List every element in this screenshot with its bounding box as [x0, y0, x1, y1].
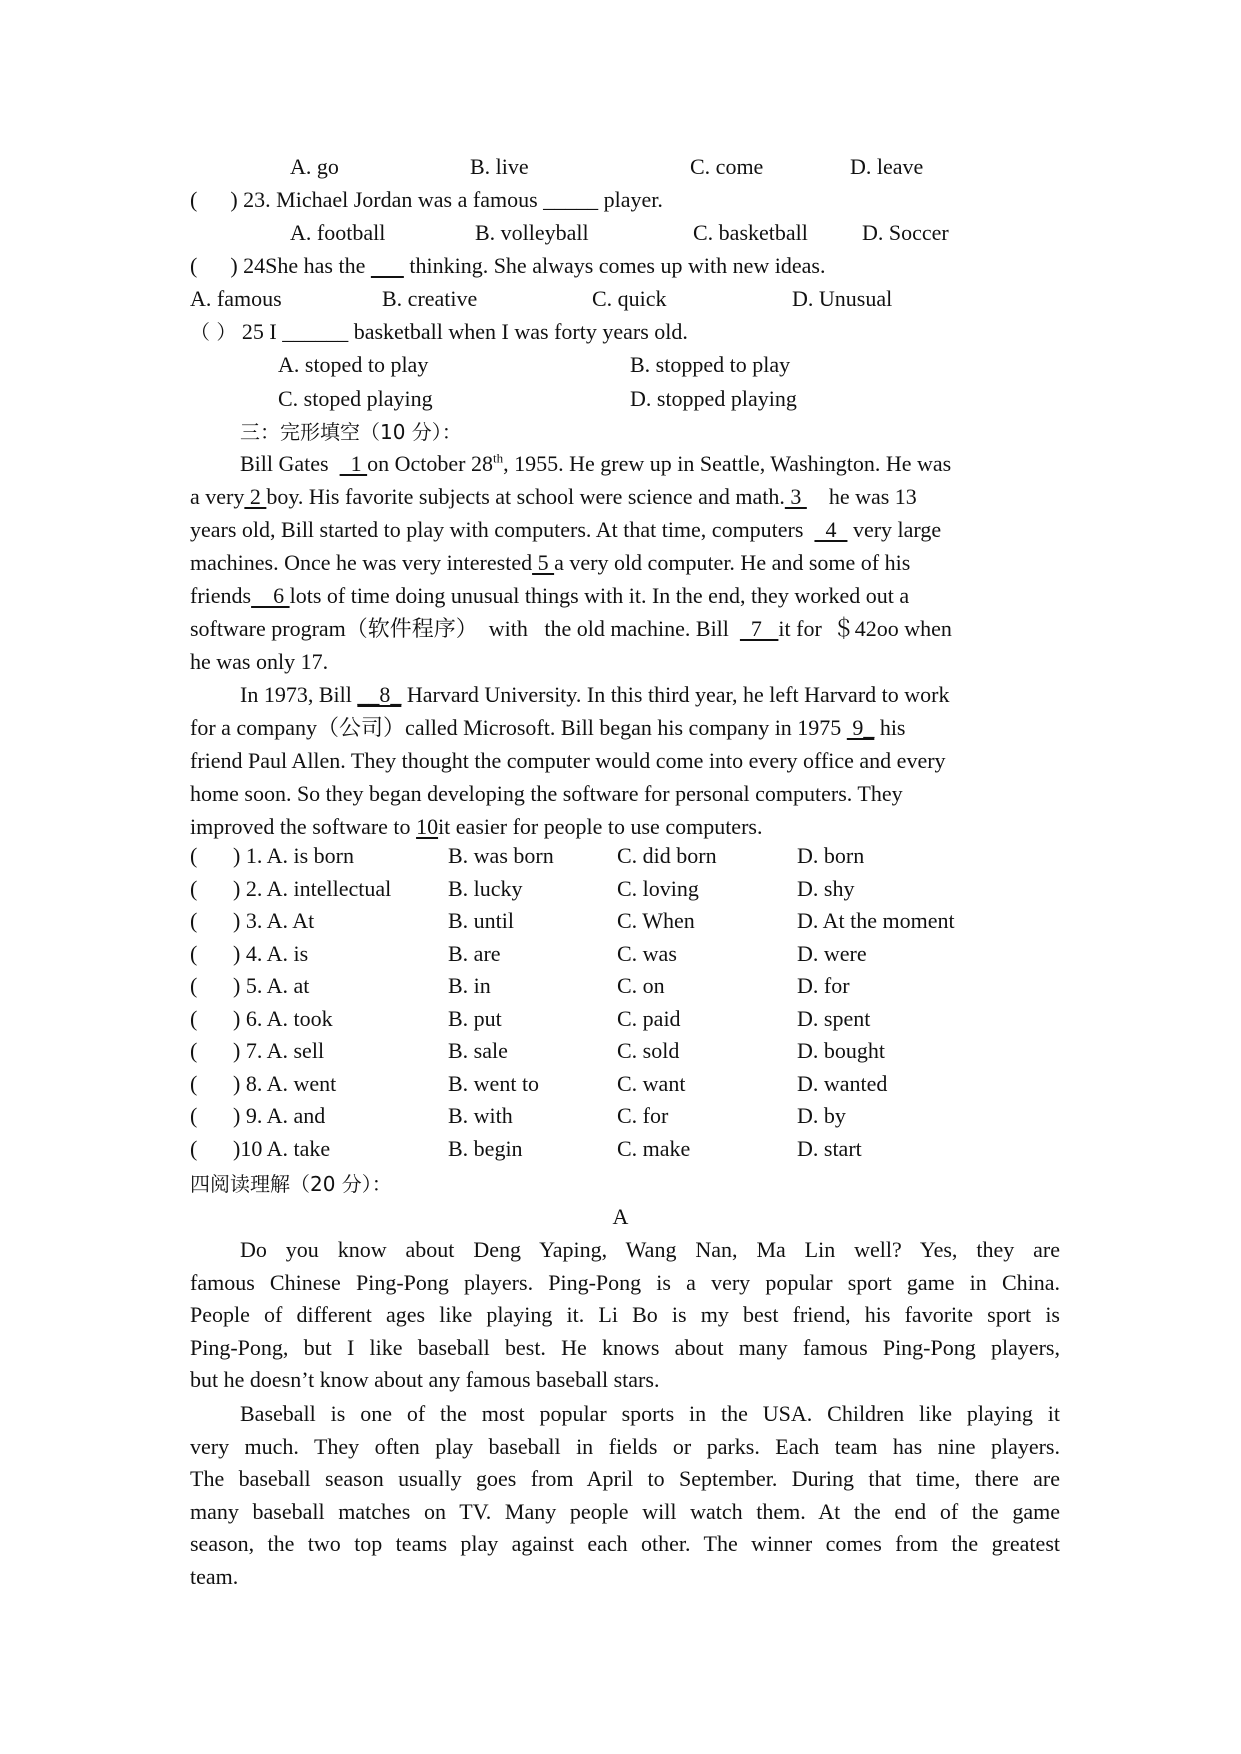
text: a very old computer. He and some of his [554, 550, 911, 575]
question-option-d: D. wanted [797, 1070, 888, 1096]
answer-paren: ( [190, 875, 198, 901]
question-option-c: C. was [617, 940, 677, 966]
answer-paren: ( ) [190, 253, 238, 278]
text: boy. His favorite subjects at school were science and math. [266, 484, 785, 509]
question-option-a: ) 5. A. at [233, 973, 310, 998]
q25-option-a: A. stoped to play [278, 352, 429, 377]
answer-paren: ( [190, 940, 198, 966]
answer-paren: ( [190, 1135, 198, 1161]
reading-line: famous Chinese Ping-Pong players. Ping-Pong is a very popular sport game in China. [190, 1269, 1060, 1295]
text: years old, Bill started to play with computers. At that time, computers [190, 517, 815, 542]
question-option-a: ) 9. A. and [233, 1103, 326, 1128]
text: improved the software to [190, 814, 417, 839]
answer-paren: ( [190, 1038, 198, 1063]
answer-paren: ( [190, 973, 198, 998]
blank-5: 5 [532, 550, 555, 575]
question-option-b: B. put [448, 1005, 502, 1031]
cloze-p2-line1 [240, 681, 949, 709]
question-option-c: C. paid [617, 1005, 681, 1031]
answer-paren: ( [190, 1070, 198, 1096]
q23-option-a: A. football [290, 220, 386, 245]
q23-blank: _____ [543, 187, 599, 212]
q25-option-c: C. stoped playing [278, 386, 433, 411]
question-option-c: C. sold [617, 1038, 680, 1063]
question-option-d: D. shy [797, 875, 855, 901]
blank-1: 1 [339, 451, 368, 476]
question-option-b: B. with [448, 1103, 513, 1128]
question-option-b: B. until [448, 908, 515, 933]
q25-option-d: D. stopped playing [630, 386, 797, 411]
q23-stem: 23. Michael Jordan was a famous [243, 187, 538, 212]
blank-9: 9_ [846, 715, 875, 740]
question-option-b: B. lucky [448, 875, 523, 901]
cloze-p2-line5 [190, 813, 762, 841]
answer-paren: （ ） [190, 320, 237, 344]
q24-blank [371, 253, 404, 278]
q22-option-b: B. live [470, 154, 529, 179]
cloze-p2-line3: friend Paul Allen. They thought the computer would come into every office and every [190, 748, 946, 773]
text: very large [847, 517, 942, 542]
reading-heading: 四阅读理解（20 分）： [190, 1172, 392, 1196]
question-option-b: B. are [448, 940, 501, 966]
q25-blank: ______ [282, 319, 349, 344]
reading-section-title: A [612, 1204, 629, 1229]
text: , 1955. He grew up in Seattle, Washington. He was [503, 451, 952, 476]
text: lots of time doing unusual things with it. In the end, they worked out a [289, 583, 910, 608]
reading-line: Baseball is one of the most popular sports in the USA. Children like playing it [240, 1401, 1060, 1426]
answer-paren: ( [190, 908, 198, 933]
question-option-a: ) 3. A. At [233, 908, 315, 933]
question-option-a: ) 1. A. is born [233, 843, 354, 868]
question-option-b: B. in [448, 973, 491, 998]
question-option-d: D. start [797, 1135, 862, 1161]
question-option-a: ) 4. A. is [233, 940, 309, 966]
cloze-p2-line4: home soon. So they began developing the software for personal computers. They [190, 781, 903, 806]
q22-option-c: C. come [690, 154, 764, 179]
cloze-p1-line7: he was only 17. [190, 649, 329, 674]
q23-option-d: D. Soccer [862, 220, 949, 245]
question-option-c: C. did born [617, 843, 717, 868]
q24-option-c: C. quick [592, 286, 667, 311]
q22-option-d: D. leave [850, 154, 924, 179]
reading-line: People of different ages like playing it. Li Bo is my best friend, his favorite sport is [190, 1302, 1060, 1327]
question-option-d: D. for [797, 973, 850, 998]
superscript: th [492, 450, 504, 466]
question-option-b: B. begin [448, 1135, 523, 1161]
q24-stem: 24She has the [243, 253, 366, 278]
blank-4: 4 [814, 517, 848, 542]
question-option-c: C. loving [617, 875, 699, 901]
question-option-a: ) 2. A. intellectual [233, 875, 392, 901]
answer-paren: ( ) [190, 187, 238, 212]
text: it easier for people to use computers. [438, 814, 763, 839]
text: Bill Gates [240, 451, 340, 476]
q25-option-b: B. stopped to play [630, 352, 791, 377]
reading-line: Ping-Pong, but I like baseball best. He knows about many famous Ping-Pong players, [190, 1334, 1060, 1360]
cloze-p1-line5 [190, 582, 909, 610]
q24-question [190, 252, 825, 280]
text: he was 13 [806, 484, 917, 509]
q24-option-b: B. creative [382, 286, 478, 311]
question-option-d: D. At the moment [797, 908, 955, 933]
q24-option-d: D. Unusual [792, 286, 893, 311]
blank-3: 3 [784, 484, 807, 509]
text: Harvard University. In this third year, he left Harvard to work [401, 682, 950, 707]
q25-tail: basketball when I was forty years old. [353, 319, 688, 344]
question-option-d: D. were [797, 940, 867, 966]
question-option-b: B. went to [448, 1070, 540, 1096]
text: on October 28 [367, 451, 493, 476]
question-option-b: B. sale [448, 1038, 508, 1063]
reading-line: The baseball season usually goes from April to September. During that time, there are [190, 1466, 1060, 1491]
cloze-heading: 三：完形填空（10 分）： [240, 420, 462, 444]
text: for a company（公司）called Microsoft. Bill began his company in 1975 [190, 715, 847, 740]
text: it for ＄42oo when [778, 616, 952, 641]
question-option-d: D. spent [797, 1005, 871, 1031]
cloze-p2-line2 [190, 714, 906, 742]
question-option-c: C. When [617, 908, 695, 933]
reading-line: Do you know about Deng Yaping, Wang Nan, Ma Lin well? Yes, they are [240, 1237, 1060, 1262]
question-option-c: C. make [617, 1135, 691, 1161]
q23-option-b: B. volleyball [475, 220, 589, 245]
reading-line: many baseball matches on TV. Many people will watch them. At the end of the game [190, 1498, 1060, 1524]
blank-8: __8_ [357, 682, 402, 707]
blank-2: 2 [244, 484, 267, 509]
blank-7: 7 [739, 616, 779, 641]
q23-question [190, 186, 663, 214]
question-option-d: D. by [797, 1103, 846, 1128]
cloze-p1-line2 [190, 483, 917, 511]
question-option-a: ) 8. A. went [233, 1070, 337, 1096]
question-option-d: D. born [797, 843, 865, 868]
text: software program（软件程序） with the old machine. Bill [190, 616, 740, 641]
q24-option-a: A. famous [190, 286, 282, 311]
text: In 1973, Bill [240, 682, 358, 707]
text: his [874, 715, 906, 740]
q23-option-c: C. basketball [693, 220, 808, 245]
question-option-c: C. want [617, 1070, 686, 1096]
blank-6: 6 [251, 583, 290, 608]
text: a very [190, 484, 245, 509]
question-option-b: B. was born [448, 843, 554, 868]
reading-line: very much. They often play baseball in fields or parks. Each team has nine players. [190, 1433, 1060, 1459]
cloze-p1-line3 [190, 516, 941, 544]
question-option-c: C. for [617, 1103, 669, 1128]
cloze-p1-line1 [240, 450, 1060, 478]
q23-tail: player. [603, 187, 663, 212]
answer-paren: ( [190, 1103, 198, 1128]
q22-option-a: A. go [290, 154, 339, 179]
question-option-d: D. bought [797, 1038, 885, 1063]
text: friends [190, 583, 252, 608]
q25-question [190, 318, 688, 346]
cloze-p1-line6 [190, 615, 952, 643]
reading-line: team. [190, 1563, 239, 1589]
answer-paren: ( [190, 1005, 198, 1031]
cloze-p1-line4 [190, 549, 910, 577]
blank-10: 10 [416, 814, 439, 839]
q25-stem: 25 I [241, 319, 277, 344]
question-option-a: ) 7. A. sell [233, 1038, 325, 1063]
reading-line: season, the two top teams play against each other. The winner comes from the greatest [190, 1531, 1060, 1556]
question-option-a: ) 6. A. took [233, 1005, 333, 1031]
reading-line: but he doesn’t know about any famous baseball stars. [190, 1367, 660, 1392]
q24-tail: thinking. She always comes up with new ideas. [409, 253, 826, 278]
question-option-c: C. on [617, 973, 665, 998]
question-option-a: )10 A. take [233, 1135, 331, 1161]
answer-paren: ( [190, 843, 198, 868]
text: machines. Once he was very interested [190, 550, 533, 575]
